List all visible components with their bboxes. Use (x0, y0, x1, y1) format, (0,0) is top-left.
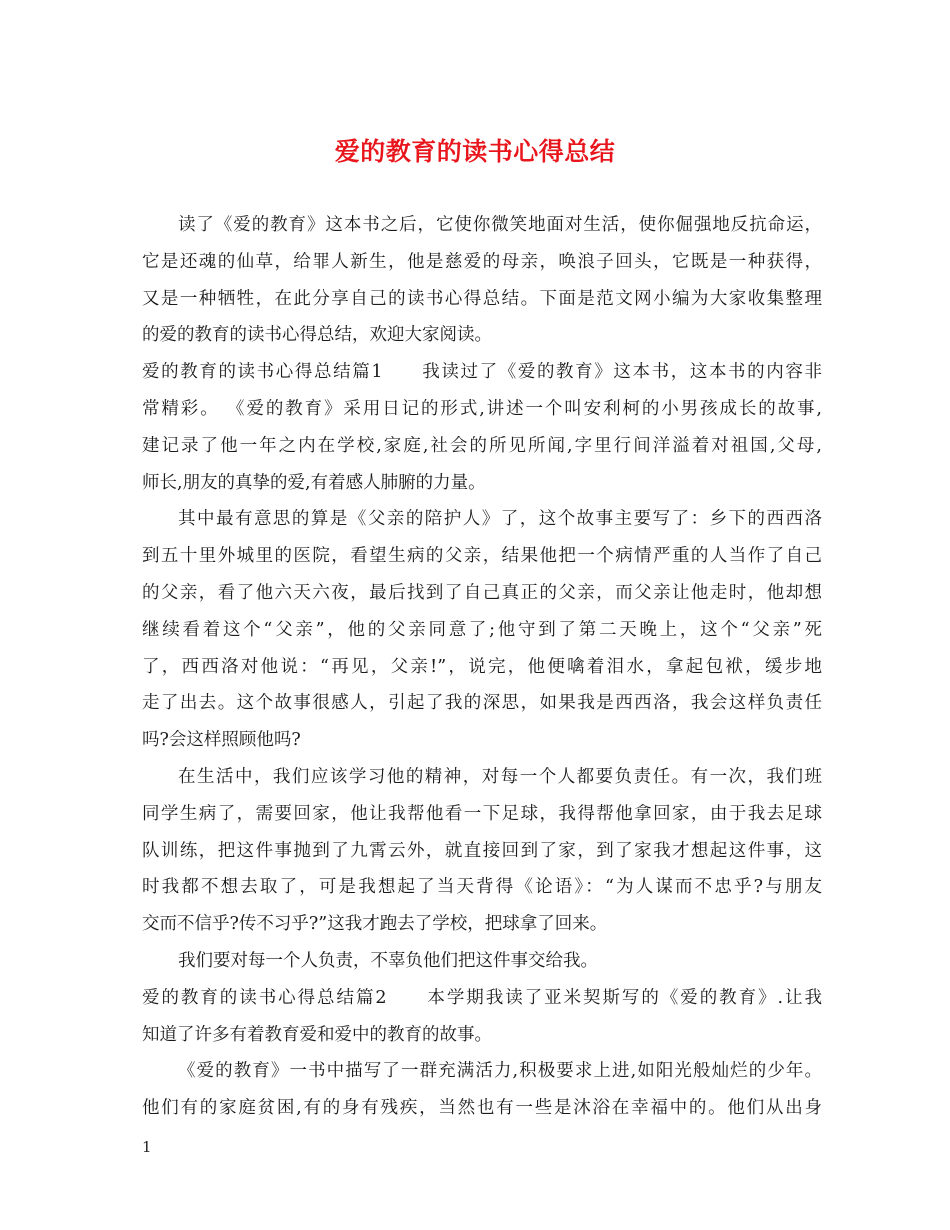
text-line: 吗?会这样照顾他吗? (142, 730, 301, 751)
text-line: 了，西西洛对他说：“再见，父亲!”，说完，他便噙着泪水，拿起包袱，缓步地 (142, 656, 822, 677)
text-line: 常精彩。 《爱的教育》采用日记的形式,讲述一个叫安利柯的小男孩成长的故事, (142, 398, 822, 419)
text-line: 建记录了他一年之内在学校,家庭,社会的所见所闻,字里行间洋溢着对祖国,父母, (142, 435, 822, 456)
text-line: 知道了许多有着教育爱和爱中的教育的故事。 (142, 1024, 492, 1045)
text-line: 他们有的家庭贫困,有的身有残疾，当然也有一些是沐浴在幸福中的。他们从出身 (142, 1098, 822, 1119)
text-line: 师长,朋友的真挚的爱,有着感人肺腑的力量。 (142, 472, 486, 493)
text-line: 到五十里外城里的医院，看望生病的父亲，结果他把一个病情严重的人当作了自己 (142, 546, 822, 567)
text-line: 在生活中，我们应该学习他的精神，对每一个人都要负责任。有一次，我们班 (178, 766, 822, 787)
text-line: 继续看着这个“父亲”，他的父亲同意了;他守到了第二天晚上，这个“父亲”死 (142, 619, 822, 640)
text-line: 爱的教育的读书心得总结篇2 本学期我读了亚米契斯写的《爱的教育》.让我 (142, 987, 822, 1008)
page-number: 1 (142, 1138, 152, 1156)
text-line: 时我都不想去取了，可是我想起了当天背得《论语》：“为人谋而不忠乎?与朋友 (142, 877, 822, 898)
text-line: 的父亲，看了他六天六夜，最后找到了自己真正的父亲，而父亲让他走时，他却想 (142, 582, 822, 603)
document-body (142, 207, 822, 1127)
text-line: 交而不信乎?传不习乎?”这我才跑去了学校，把球拿了回来。 (142, 914, 608, 935)
text-line: 的爱的教育的读书心得总结，欢迎大家阅读。 (142, 325, 492, 346)
text-line: 读了《爱的教育》这本书之后，它使你微笑地面对生活，使你倔强地反抗命运， (178, 215, 822, 235)
text-line: 爱的教育的读书心得总结篇1 我读过了《爱的教育》这本书，这本书的内容非 (142, 362, 822, 383)
text-line: 它是还魂的仙草，给罪人新生，他是慈爱的母亲，唤浪子回头，它既是一种获得， (142, 251, 822, 272)
text-line: 同学生病了，需要回家，他让我帮他看一下足球，我得帮他拿回家，由于我去足球 (142, 803, 822, 824)
text-line: 又是一种牺牲，在此分享自己的读书心得总结。下面是范文网小编为大家收集整理 (142, 288, 822, 309)
page-title: 爱的教育的读书心得总结 (334, 137, 616, 166)
text-line: 队训练，把这件事抛到了九霄云外，就直接回到了家，到了家我才想起这件事，这 (142, 840, 822, 861)
text-line: 走了出去。这个故事很感人，引起了我的深思，如果我是西西洛，我会这样负责任 (142, 693, 822, 714)
text-line: 我们要对每一个人负责，不辜负他们把这件事交给我。 (178, 950, 598, 971)
text-line: 其中最有意思的算是《父亲的陪护人》了，这个故事主要写了：乡下的西西洛 (178, 509, 822, 530)
text-line: 《爱的教育》一书中描写了一群充满活力,积极要求上进,如阳光般灿烂的少年。 (178, 1061, 822, 1082)
